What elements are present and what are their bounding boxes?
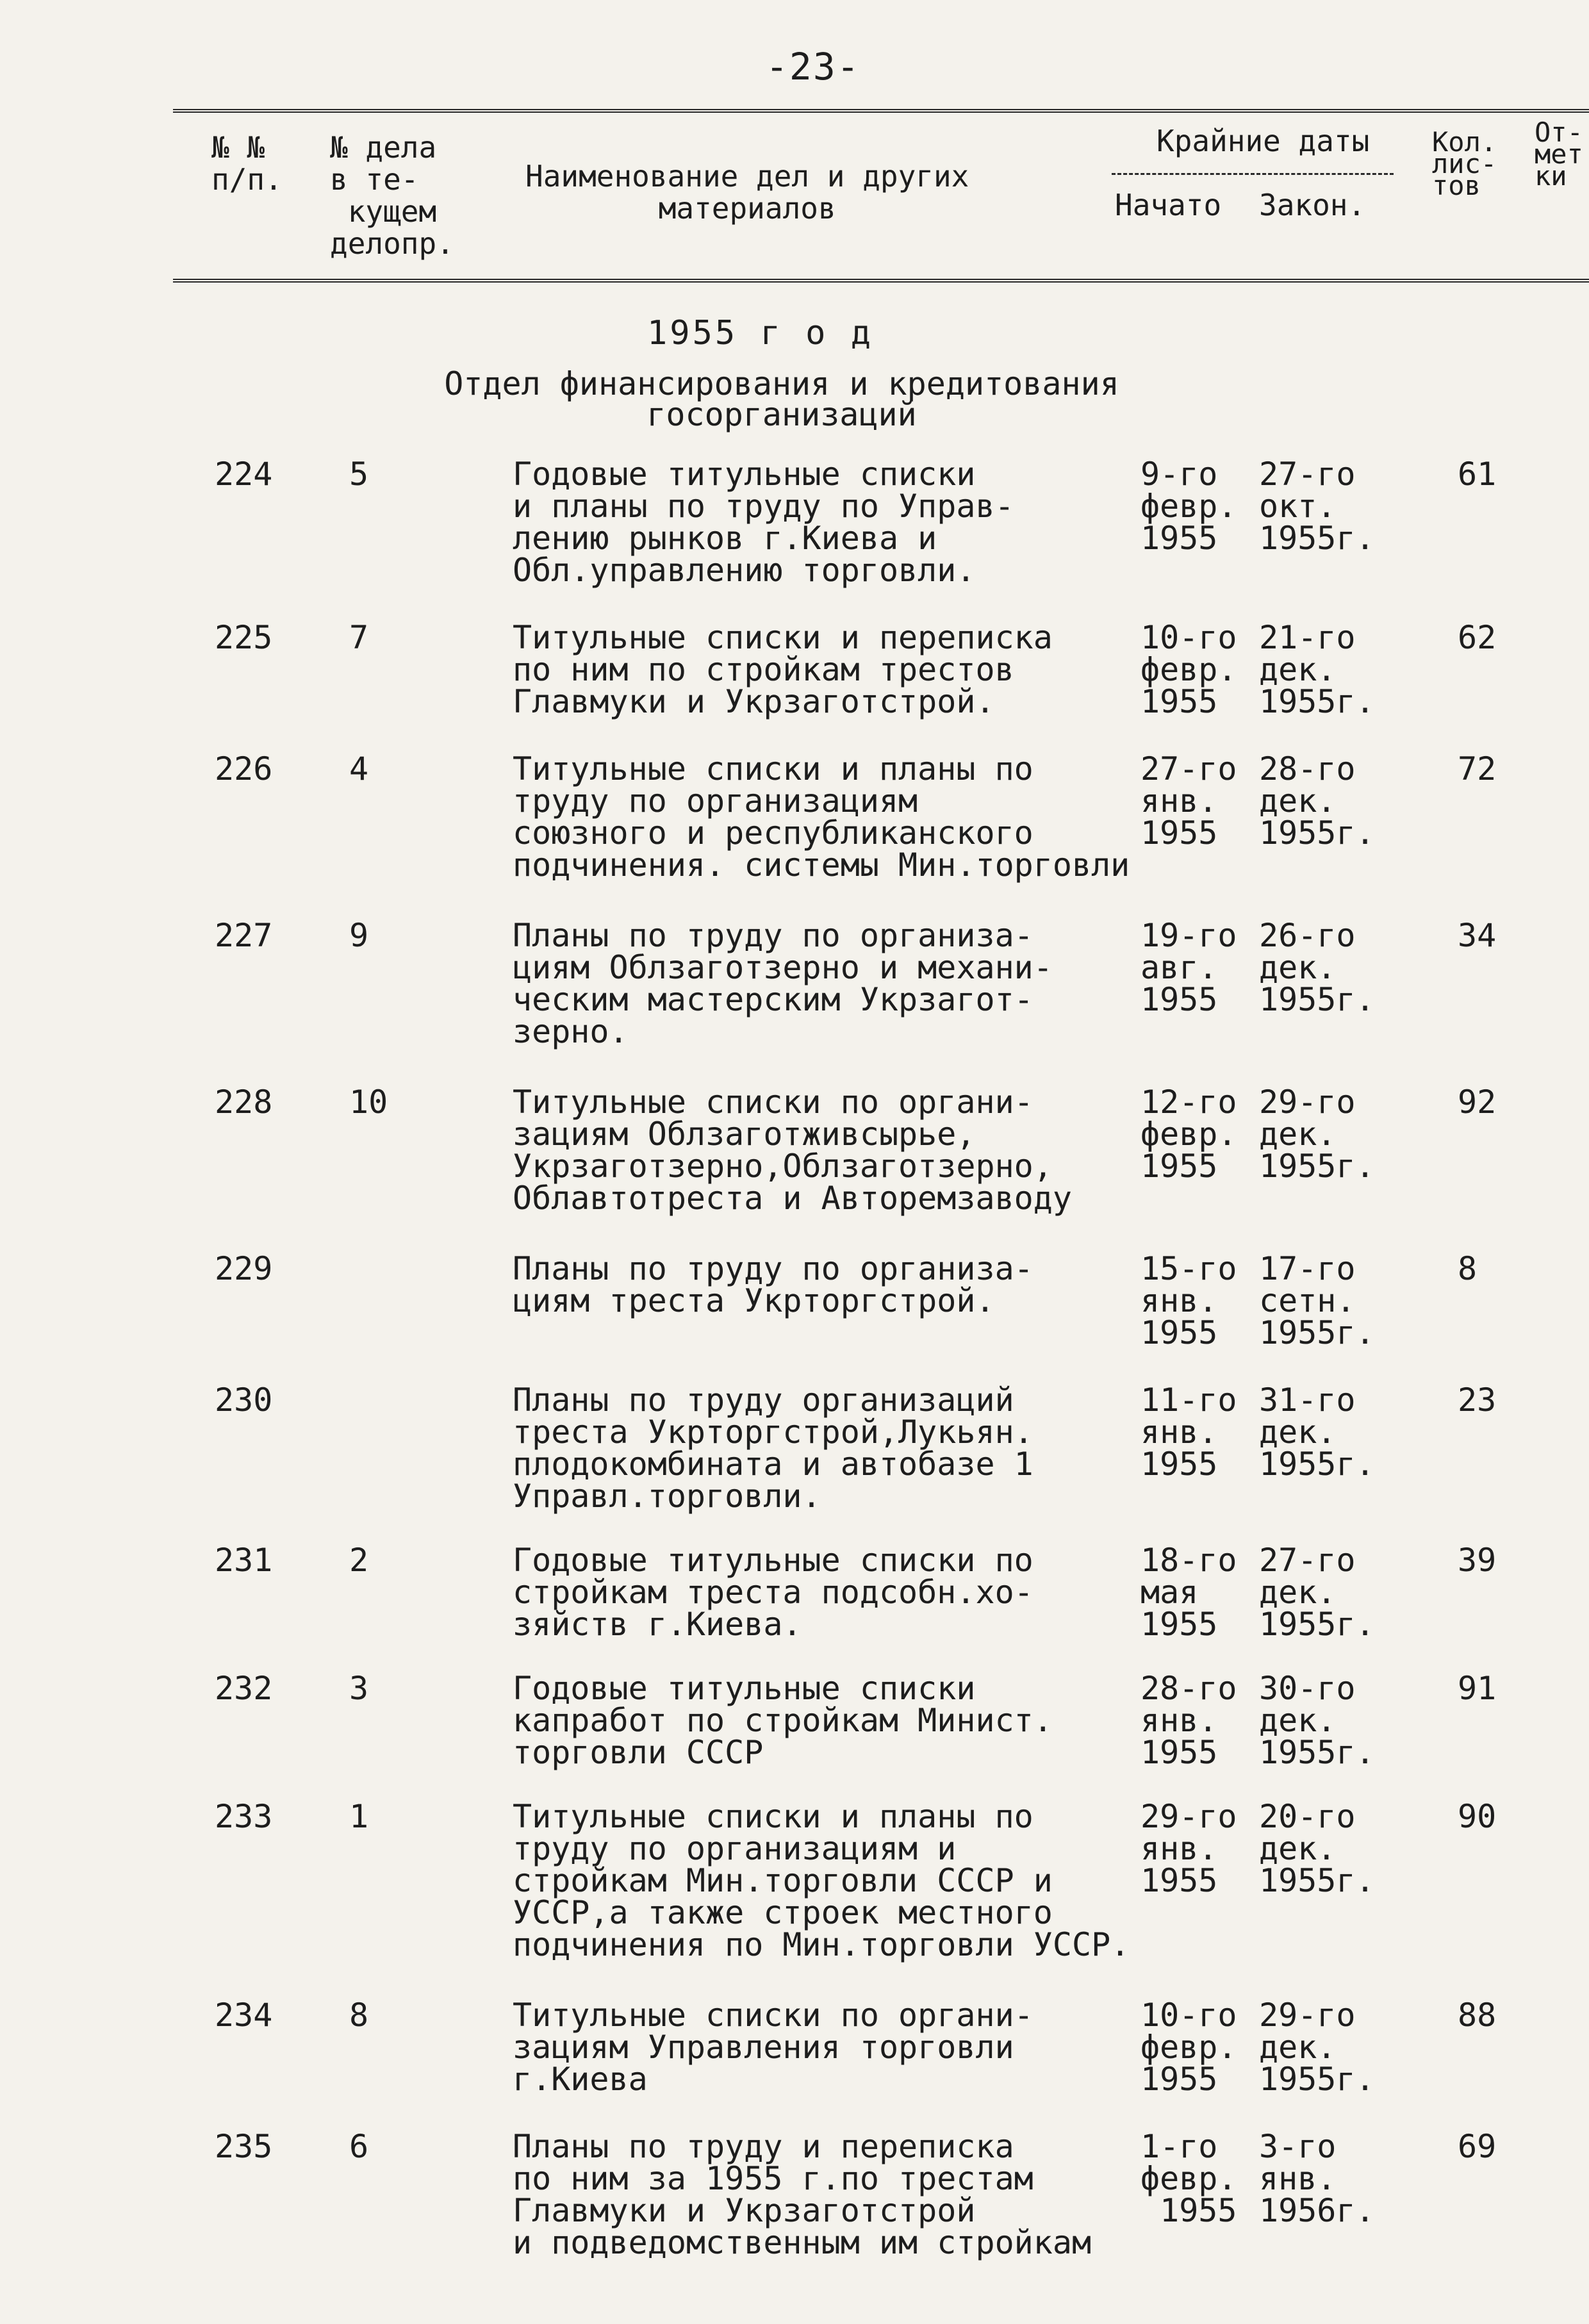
- row-title: Планы по труду и переписка по ним за 1955 г.по трестам Главмуки и Укрзаготстрой и подведомственным им стройкам: [513, 2128, 1092, 2261]
- row-case-number: 10: [349, 1084, 388, 1121]
- row-title: Годовые титульные списки капработ по стройкам Минист. торговли СССР: [513, 1670, 1053, 1771]
- row-title: Титульные списки и планы по труду по организациям и стройкам Мин.торговли СССР и УССР,а также строек местного подчинения по Мин.торговли УССР.: [513, 1798, 1130, 1963]
- row-title: Титульные списки по органи- зациям Управления торговли г.Киева: [513, 1997, 1033, 2098]
- row-sheet-count: 62: [1458, 619, 1497, 656]
- row-number: 230: [215, 1381, 273, 1419]
- row-sheet-count: 91: [1458, 1670, 1497, 1707]
- row-end-date: 26-го дек. 1955г.: [1259, 917, 1375, 1018]
- row-sheet-count: 69: [1458, 2128, 1497, 2165]
- row-sheet-count: 23: [1458, 1381, 1497, 1419]
- row-number: 225: [215, 619, 273, 656]
- row-end-date: 27-го окт. 1955г.: [1259, 456, 1375, 557]
- header-col-start: Начато: [1115, 188, 1222, 222]
- row-number: 235: [215, 2128, 273, 2165]
- row-title: Титульные списки и переписка по ним по стройкам трестов Главмуки и Укрзаготстрой.: [513, 619, 1053, 720]
- row-title: Планы по труду по организа- циям треста Укрторгстрой.: [513, 1250, 1033, 1319]
- row-end-date: 27-го дек. 1955г.: [1259, 1542, 1375, 1643]
- row-case-number: 2: [349, 1542, 369, 1579]
- row-start-date: 1-го февр. 1955: [1140, 2128, 1237, 2229]
- row-number: 224: [215, 456, 273, 493]
- row-start-date: 12-го февр. 1955: [1140, 1084, 1237, 1185]
- header-dates-divider: [1112, 173, 1394, 175]
- year-title: 1955 г о д: [647, 314, 874, 352]
- row-end-date: 20-го дек. 1955г.: [1259, 1798, 1375, 1899]
- row-sheet-count: 39: [1458, 1542, 1497, 1579]
- row-case-number: 3: [349, 1670, 369, 1707]
- row-sheet-count: 34: [1458, 917, 1497, 954]
- row-sheet-count: 72: [1458, 750, 1497, 787]
- row-case-number: 4: [349, 750, 369, 787]
- row-start-date: 29-го янв. 1955: [1140, 1798, 1237, 1899]
- row-number: 234: [215, 1997, 273, 2034]
- row-number: 233: [215, 1798, 273, 1835]
- row-title: Титульные списки и планы по труду по организациям союзного и республиканского подчинения. системы Мин.торговли: [513, 750, 1130, 884]
- row-case-number: 5: [349, 456, 369, 493]
- row-sheet-count: 61: [1458, 456, 1497, 493]
- header-col-marks: От- мет ки: [1535, 117, 1583, 192]
- row-case-number: 1: [349, 1798, 369, 1835]
- row-title: Титульные списки по органи- зациям Облзаготживсырье, Укрзаготзерно,Облзаготзерно, Облавтотреста и Авторемзаводу: [513, 1084, 1072, 1217]
- header-bottom-rule: [173, 279, 1589, 283]
- row-end-date: 30-го дек. 1955г.: [1259, 1670, 1375, 1771]
- row-number: 227: [215, 917, 273, 954]
- row-number: 228: [215, 1084, 273, 1121]
- row-number: 232: [215, 1670, 273, 1707]
- row-sheet-count: 92: [1458, 1084, 1497, 1121]
- page-number: -23-: [766, 45, 860, 88]
- header-col-name: Наименование дел и других материалов: [525, 159, 969, 226]
- row-title: Годовые титульные списки и планы по труду по Управ- лению рынков г.Киева и Обл.управлению торговли.: [513, 456, 1014, 589]
- row-number: 229: [215, 1250, 273, 1287]
- row-start-date: 18-го мая 1955: [1140, 1542, 1237, 1643]
- header-col-end: Закон.: [1259, 188, 1366, 222]
- row-start-date: 10-го февр. 1955: [1140, 1997, 1237, 2098]
- row-sheet-count: 90: [1458, 1798, 1497, 1835]
- row-title: Планы по труду организаций треста Укрторгстрой,Лукьян. плодокомбината и автобазе 1 Управл.торговли.: [513, 1381, 1033, 1515]
- header-col-dates: Крайние даты: [1157, 124, 1370, 158]
- row-start-date: 10-го февр. 1955: [1140, 619, 1237, 720]
- row-end-date: 29-го дек. 1955г.: [1259, 1997, 1375, 2098]
- header-col-sheets: Кол. лис- тов: [1432, 126, 1497, 201]
- header-col-number: № № п/п.: [211, 130, 283, 197]
- row-start-date: 28-го янв. 1955: [1140, 1670, 1237, 1771]
- row-number: 231: [215, 1542, 273, 1579]
- row-case-number: 8: [349, 1997, 369, 2034]
- row-case-number: 7: [349, 619, 369, 656]
- row-end-date: 17-го сетн. 1955г.: [1259, 1250, 1375, 1351]
- row-sheet-count: 88: [1458, 1997, 1497, 2034]
- row-start-date: 19-го авг. 1955: [1140, 917, 1237, 1018]
- department-title: Отдел финансирования и кредитования госорганизаций: [444, 365, 1119, 433]
- row-start-date: 27-го янв. 1955: [1140, 750, 1237, 852]
- row-end-date: 31-го дек. 1955г.: [1259, 1381, 1375, 1483]
- row-start-date: 9-го февр. 1955: [1140, 456, 1237, 557]
- row-number: 226: [215, 750, 273, 787]
- row-end-date: 29-го дек. 1955г.: [1259, 1084, 1375, 1185]
- row-sheet-count: 8: [1458, 1250, 1478, 1287]
- row-case-number: 6: [349, 2128, 369, 2165]
- row-start-date: 11-го янв. 1955: [1140, 1381, 1237, 1483]
- row-case-number: 9: [349, 917, 369, 954]
- header-top-rule: [173, 109, 1589, 113]
- row-start-date: 15-го янв. 1955: [1140, 1250, 1237, 1351]
- row-end-date: 28-го дек. 1955г.: [1259, 750, 1375, 852]
- row-title: Годовые титульные списки по стройкам треста подсобн.хо- зяйств г.Киева.: [513, 1542, 1033, 1643]
- row-end-date: 3-го янв. 1956г.: [1259, 2128, 1375, 2229]
- row-title: Планы по труду по организа- циям Облзаготзерно и механи- ческим мастерским Укрзагот- зерно.: [513, 917, 1053, 1050]
- row-end-date: 21-го дек. 1955г.: [1259, 619, 1375, 720]
- header-col-case-number: № дела в те- кущем делопр.: [330, 130, 454, 261]
